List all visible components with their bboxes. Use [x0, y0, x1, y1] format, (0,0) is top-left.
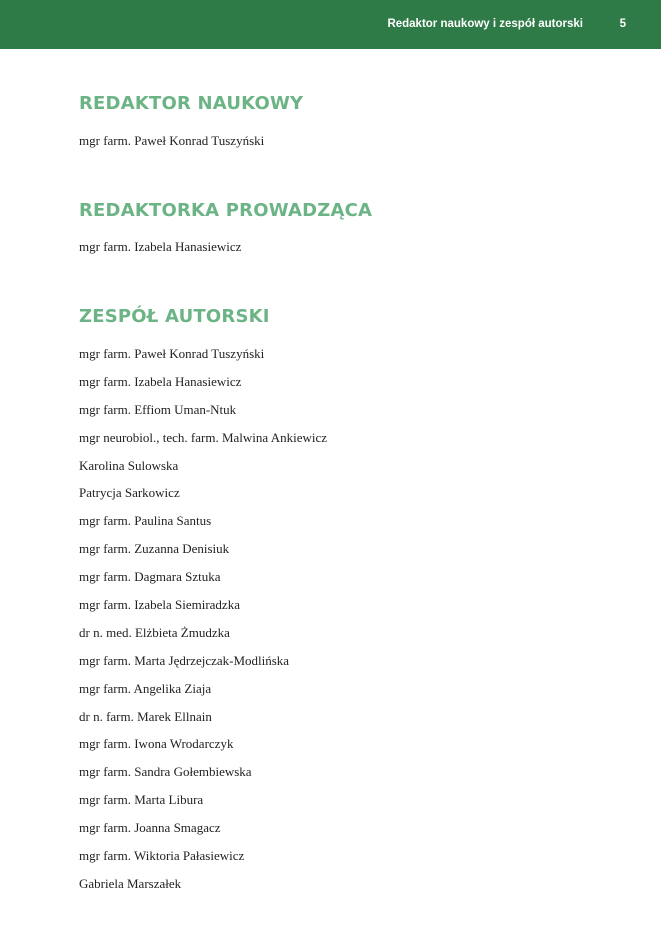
author-name: mgr farm. Iwona Wrodarczyk	[79, 736, 234, 752]
authors-list	[79, 345, 327, 903]
managing-editor-heading: REDAKTORKA PROWADZĄCA	[79, 200, 373, 221]
author-name: mgr farm. Paulina Santus	[79, 513, 212, 529]
scientific-editor-name: mgr farm. Paweł Konrad Tuszyński	[79, 133, 265, 148]
author-name: dr n. farm. Marek Ellnain	[79, 708, 212, 724]
authors-heading: ZESPÓŁ AUTORSKI	[79, 306, 270, 327]
author-name: mgr farm. Marta Libura	[79, 792, 204, 808]
author-name: mgr farm. Izabela Hanasiewicz	[79, 373, 242, 389]
header-title: Redaktor naukowy i zespół autorski	[387, 18, 583, 30]
author-name: mgr farm. Angelika Ziaja	[79, 680, 212, 696]
author-name: mgr farm. Dagmara Sztuka	[79, 569, 221, 585]
author-name: Patrycja Sarkowicz	[79, 485, 180, 501]
author-name: Karolina Sulowska	[79, 457, 179, 473]
author-name: mgr neurobiol., tech. farm. Malwina Ankiewicz	[79, 429, 328, 445]
author-name: mgr farm. Wiktoria Pałasiewicz	[79, 848, 245, 864]
scientific-editor-heading: REDAKTOR NAUKOWY	[79, 93, 304, 114]
author-name: mgr farm. Effiom Uman-Ntuk	[79, 401, 237, 417]
author-name: mgr farm. Izabela Siemiradzka	[79, 597, 240, 613]
author-name: mgr farm. Paweł Konrad Tuszyński	[79, 346, 265, 361]
page-number: 5	[619, 18, 626, 30]
page-header	[0, 0, 661, 49]
author-name: mgr farm. Zuzanna Denisiuk	[79, 541, 230, 557]
managing-editor-name: mgr farm. Izabela Hanasiewicz	[79, 239, 242, 254]
author-name: dr n. med. Elżbieta Żmudzka	[79, 624, 230, 640]
author-name: mgr farm. Sandra Gołembiewska	[79, 764, 252, 780]
author-name: mgr farm. Joanna Smagacz	[79, 820, 221, 836]
author-name: Gabriela Marszałek	[79, 875, 182, 891]
author-name: mgr farm. Marta Jędrzejczak-Modlińska	[79, 652, 290, 668]
